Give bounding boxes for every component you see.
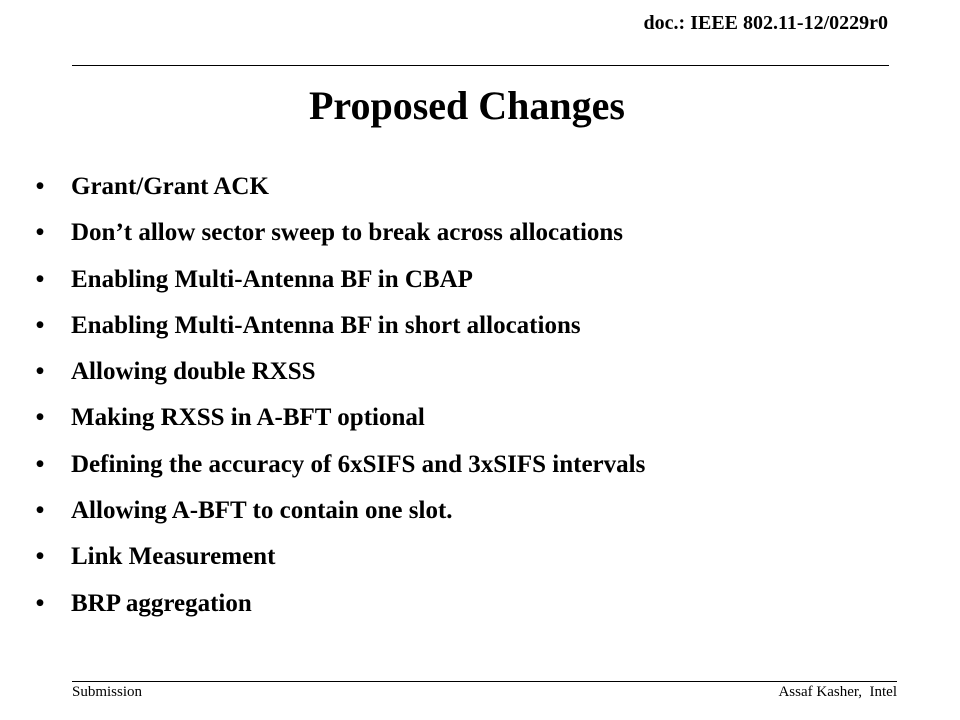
bullet-marker: • xyxy=(35,450,45,478)
bullet-text: Grant/Grant ACK xyxy=(71,173,269,200)
bullet-text: Allowing double RXSS xyxy=(71,358,316,386)
bullet-marker: • xyxy=(35,543,45,571)
bullet-text: Enabling Multi-Antenna BF in short allocations xyxy=(71,311,581,339)
document-id: doc.: IEEE 802.11-12/0229r0 xyxy=(643,12,888,34)
bullet-text: Don’t allow sector sweep to break across allocations xyxy=(71,219,624,247)
bullet-text: BRP aggregation xyxy=(71,589,252,617)
bullet-marker: • xyxy=(35,173,45,200)
bullet-marker: • xyxy=(35,265,45,293)
footer-author: Assaf Kasher, Intel xyxy=(778,684,897,700)
bullet-marker: • xyxy=(35,358,45,386)
bullet-text: Link Measurement xyxy=(71,543,276,571)
bullet-marker: • xyxy=(35,589,45,617)
slide-title: Proposed Changes xyxy=(309,83,625,128)
footer-submission-label: Submission xyxy=(72,684,143,700)
bullet-text: Allowing A-BFT to contain one slot. xyxy=(71,497,453,525)
header-divider xyxy=(72,65,889,66)
footer-divider xyxy=(72,681,897,682)
bullet-text: Defining the accuracy of 6xSIFS and 3xSIFS intervals xyxy=(71,450,646,478)
bullet-marker: • xyxy=(35,404,45,432)
bullet-text: Enabling Multi-Antenna BF in CBAP xyxy=(71,265,473,293)
bullet-text: Making RXSS in A-BFT optional xyxy=(71,404,425,432)
bullet-marker: • xyxy=(35,311,45,339)
bullet-marker: • xyxy=(35,219,45,247)
bullet-marker: • xyxy=(35,497,45,525)
